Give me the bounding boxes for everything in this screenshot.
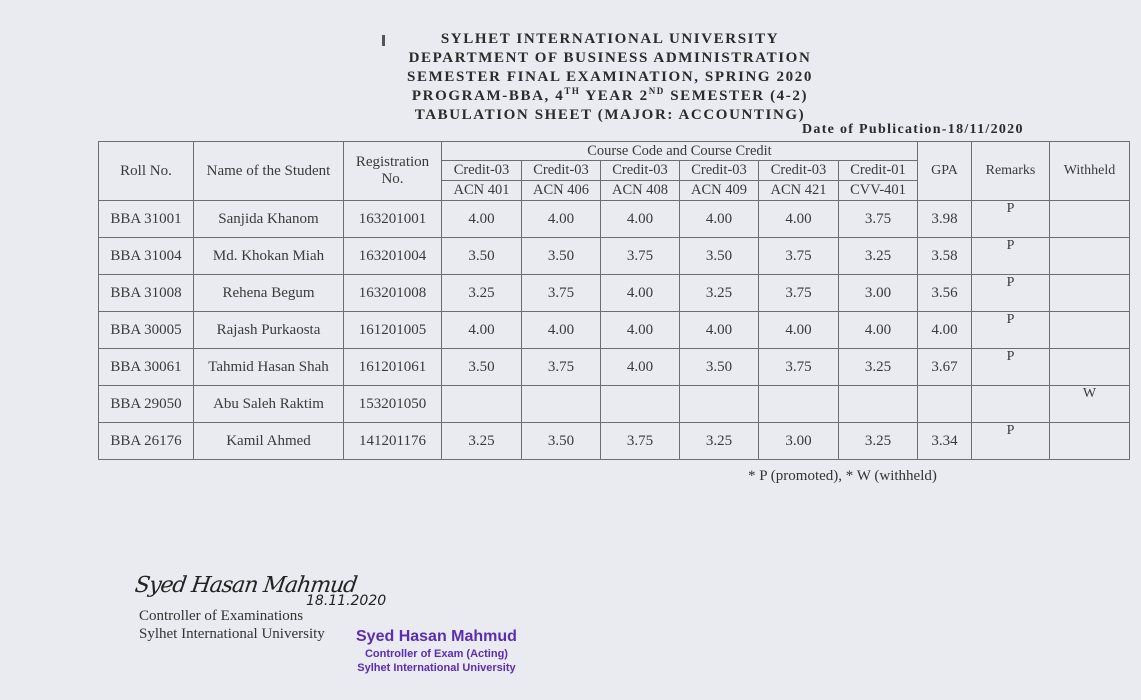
withheld-cell: [1050, 201, 1130, 238]
grade-cell: 3.75: [839, 201, 918, 238]
controller-title: Controller of Examinations: [139, 608, 304, 624]
roll-cell: BBA 29050: [99, 386, 194, 423]
remarks-cell: P: [972, 312, 1050, 349]
table-row: [99, 275, 1130, 312]
signature-date: 18.11.2020: [306, 593, 387, 609]
grade-cell: 3.25: [839, 423, 918, 460]
grade-cell: 3.25: [839, 238, 918, 275]
reg-cell: 141201176: [344, 423, 442, 460]
grade-cell: 4.00: [522, 201, 601, 238]
gpa-cell: 3.58: [918, 238, 972, 275]
grade-cell: [759, 386, 839, 423]
grade-cell: 4.00: [522, 312, 601, 349]
gpa-cell: [918, 386, 972, 423]
grade-cell: 3.75: [601, 423, 680, 460]
reg-cell: 163201001: [344, 201, 442, 238]
reg-cell: 161201005: [344, 312, 442, 349]
course-credit: Credit-01: [839, 161, 918, 181]
grade-cell: [839, 386, 918, 423]
grade-cell: 4.00: [601, 275, 680, 312]
withheld-cell: W: [1050, 386, 1130, 423]
reg-cell: 153201050: [344, 386, 442, 423]
course-code: ACN 408: [601, 181, 680, 201]
stamp-name: Syed Hasan Mahmud: [356, 628, 517, 645]
name-cell: Sanjida Khanom: [194, 201, 344, 238]
gpa-cell: 3.98: [918, 201, 972, 238]
university-name: SYLHET INTERNATIONAL UNIVERSITY: [440, 31, 780, 47]
header-name: Name of the Student: [194, 142, 344, 201]
table-row: [99, 201, 1130, 238]
grade-cell: 4.00: [601, 201, 680, 238]
course-code: ACN 401: [442, 181, 522, 201]
course-code: ACN 421: [759, 181, 839, 201]
roll-cell: BBA 30061: [99, 349, 194, 386]
remarks-cell: P: [972, 238, 1050, 275]
grade-cell: 4.00: [601, 349, 680, 386]
table-row: [99, 238, 1130, 275]
remarks-cell: [972, 386, 1050, 423]
gpa-cell: 3.56: [918, 275, 972, 312]
grade-cell: 3.25: [680, 423, 759, 460]
roll-cell: BBA 31001: [99, 201, 194, 238]
grade-cell: 4.00: [759, 201, 839, 238]
grade-cell: 4.00: [442, 201, 522, 238]
grade-cell: 3.25: [680, 275, 759, 312]
document-header: [360, 30, 860, 125]
grade-cell: 3.50: [680, 349, 759, 386]
header-course-group: Course Code and Course Credit: [442, 142, 918, 161]
header-registration: Registration No.: [344, 142, 442, 201]
name-cell: Rajash Purkaosta: [194, 312, 344, 349]
sheet-title: TABULATION SHEET (MAJOR: ACCOUNTING): [414, 107, 806, 123]
name-cell: Kamil Ahmed: [194, 423, 344, 460]
official-stamp: [356, 627, 517, 675]
name-cell: Rehena Begum: [194, 275, 344, 312]
roll-cell: BBA 31004: [99, 238, 194, 275]
publication-date: Date of Publication-18/11/2020: [802, 122, 1024, 137]
reg-cell: 163201004: [344, 238, 442, 275]
withheld-cell: [1050, 275, 1130, 312]
reg-cell: 163201008: [344, 275, 442, 312]
name-cell: Abu Saleh Raktim: [194, 386, 344, 423]
grade-cell: 4.00: [680, 312, 759, 349]
grade-cell: 4.00: [680, 201, 759, 238]
grade-cell: 3.75: [601, 238, 680, 275]
grade-cell: 3.50: [680, 238, 759, 275]
grade-cell: 4.00: [442, 312, 522, 349]
gpa-cell: 3.67: [918, 349, 972, 386]
course-code: ACN 406: [522, 181, 601, 201]
grade-cell: 4.00: [839, 312, 918, 349]
withheld-cell: [1050, 238, 1130, 275]
header-roll: Roll No.: [99, 142, 194, 201]
gpa-cell: 3.34: [918, 423, 972, 460]
course-code: ACN 409: [680, 181, 759, 201]
course-credit: Credit-03: [601, 161, 680, 181]
controller-org: Sylhet International University: [139, 626, 325, 642]
course-credit: Credit-03: [680, 161, 759, 181]
roll-cell: BBA 30005: [99, 312, 194, 349]
table-row: [99, 423, 1130, 460]
grade-cell: 3.75: [522, 275, 601, 312]
roll-cell: BBA 26176: [99, 423, 194, 460]
header-withheld: Withheld: [1050, 142, 1130, 201]
name-cell: Tahmid Hasan Shah: [194, 349, 344, 386]
table-row: [99, 312, 1130, 349]
gpa-cell: 4.00: [918, 312, 972, 349]
grade-cell: 4.00: [601, 312, 680, 349]
grade-cell: 4.00: [759, 312, 839, 349]
roll-cell: BBA 31008: [99, 275, 194, 312]
withheld-cell: [1050, 349, 1130, 386]
legend-note: * P (promoted), * W (withheld): [748, 468, 937, 484]
department-name: DEPARTMENT OF BUSINESS ADMINISTRATION: [408, 50, 812, 66]
reg-cell: 161201061: [344, 349, 442, 386]
stamp-title: Controller of Exam (Acting): [364, 648, 508, 660]
grade-cell: 3.50: [442, 349, 522, 386]
grade-cell: 3.75: [522, 349, 601, 386]
stamp-org: Sylhet International University: [357, 662, 516, 674]
grade-cell: 3.50: [522, 238, 601, 275]
grade-cell: 3.00: [839, 275, 918, 312]
course-credit: Credit-03: [522, 161, 601, 181]
grade-cell: 3.50: [442, 238, 522, 275]
table-row: [99, 349, 1130, 386]
remarks-cell: P: [972, 201, 1050, 238]
controller-block: [139, 607, 325, 643]
withheld-cell: [1050, 423, 1130, 460]
course-credit: Credit-03: [759, 161, 839, 181]
name-cell: Md. Khokan Miah: [194, 238, 344, 275]
remarks-cell: P: [972, 275, 1050, 312]
remarks-cell: P: [972, 423, 1050, 460]
grade-cell: [601, 386, 680, 423]
grade-cell: 3.25: [442, 275, 522, 312]
remarks-cell: P: [972, 349, 1050, 386]
handwritten-signature: Syed Hasan Mahmud: [133, 573, 359, 598]
grade-cell: 3.75: [759, 349, 839, 386]
grade-cell: 3.25: [442, 423, 522, 460]
table-row: [99, 386, 1130, 423]
withheld-cell: [1050, 312, 1130, 349]
course-credit: Credit-03: [442, 161, 522, 181]
course-code: CVV-401: [839, 181, 918, 201]
grade-cell: [442, 386, 522, 423]
grade-cell: 3.25: [839, 349, 918, 386]
tabulation-table: [98, 141, 1130, 460]
grade-cell: 3.75: [759, 238, 839, 275]
grade-cell: [522, 386, 601, 423]
grade-cell: [680, 386, 759, 423]
program-line: PROGRAM-BBA, 4TH YEAR 2ND SEMESTER (4-2): [411, 86, 809, 104]
grade-cell: 3.00: [759, 423, 839, 460]
grade-cell: 3.50: [522, 423, 601, 460]
grade-cell: 3.75: [759, 275, 839, 312]
header-gpa: GPA: [918, 142, 972, 201]
header-remarks: Remarks: [972, 142, 1050, 201]
exam-title: SEMESTER FINAL EXAMINATION, SPRING 2020: [407, 69, 813, 85]
